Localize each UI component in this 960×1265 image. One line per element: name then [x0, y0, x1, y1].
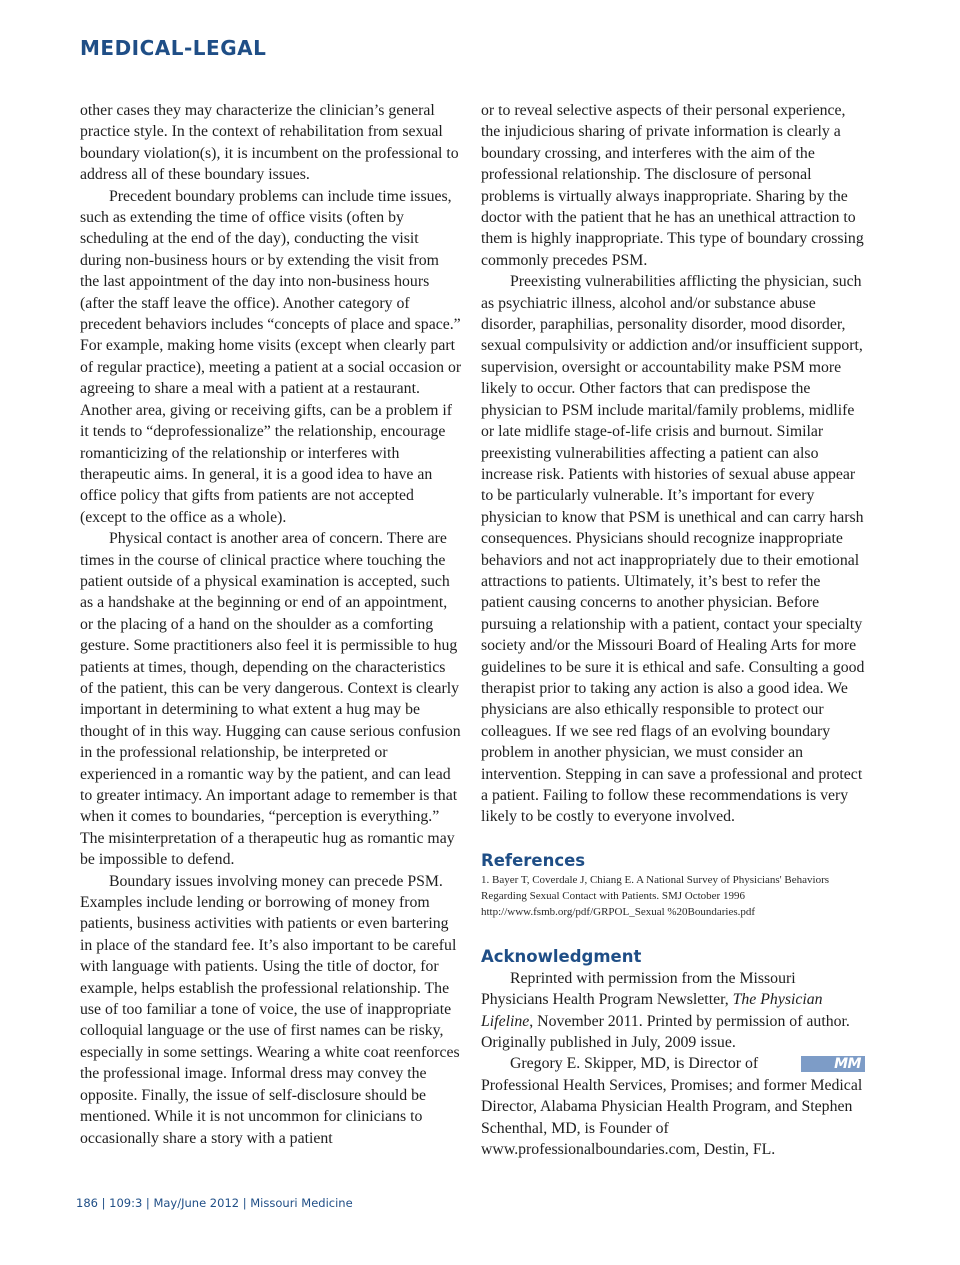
newsletter-title: The Physician Lifeline [481, 991, 823, 1030]
page-footer: 186 | 109:3 | May/June 2012 | Missouri Medicine [76, 1196, 353, 1210]
acknowledgment-heading: Acknowledgment [481, 946, 642, 966]
section-label: MEDICAL-LEGAL [80, 36, 267, 60]
author-bio-text: Gregory E. Skipper, MD, is Director of Professional Health Services, Promises; and former Medical Director, Alabama Physician Health Program, and Stephen Schenthal, MD, is Founder of www.professionalboundaries.com, Destin, FL. [481, 1055, 863, 1159]
body-paragraph: other cases they may characterize the clinician’s general practice style. In the context of rehabilitation from sexual boundary violation(s), it is incumbent on the professional to address all of these boundary issues. [80, 102, 459, 184]
body-paragraph: or to reveal selective aspects of their personal experience, the injudicious sharing of private information is clearly a boundary crossing, and interferes with the aim of the professional relationship. The disclosure of personal problems is virtually always inappropriate. Sharing by the doctor with the patient that he has an unethical attraction to them is highly inappropriate. This type of boundary crossing commonly precedes PSM. [481, 102, 864, 269]
right-column [481, 100, 865, 1160]
body-paragraph: Precedent boundary problems can include time issues, such as extending the time of office visits (often by scheduling at the end of the day), conducting the visit during non-business hours or by extending the visit from the last appointment of the day into non-business hours (after the staff leave the office). Another category of precedent behaviors includes “concepts of place and space.” For example, making home visits (except when clearly part of regular practice), meeting a patient at a social occasion or agreeing to share a meal with a patient at a restaurant. Another area, giving or receiving gifts, can be a problem if it tends to “deprofessionalize” the relationship, encourage romanticizing of the relationship or interferes with therapeutic aims. In general, it is a good idea to have an office policy that gifts from patients are not accepted (except to the office as a whole). [80, 187, 462, 526]
body-paragraph: Preexisting vulnerabilities afflicting the physician, such as psychiatric illness, alcohol and/or substance abuse disorder, paraphilias, personality disorder, mood disorder, sexual compulsivity or addiction and/or insufficient support, supervision, oversight or accountability make PSM more likely to occur. Other factors that can predispose the physician to PSM include marital/family problems, midlife or late midlife stage-of-life crisis and burnout. Similar preexisting vulnerabilities affecting a patient can also increase risk. Patients with histories of sexual abuse appear to be particularly vulnerable. It’s important for every physician to know that PSM is unethical and can carry harsh consequences. Physicians should recognize inappropriate behaviors and not act inappropriately due to their emotional attractions to patients. Ultimately, it’s best to refer the patient causing concerns to another physician. Before pursuing a relationship with a patient, contact your specialty society and/or the Missouri Board of Healing Arts for more guidelines to be sure it is ethical and safe. Consulting a good therapist prior to taking any action is also a good idea. We physicians are also ethically responsible to protect our colleagues. If we see red flags of an evolving boundary problem in another physician, we must consider an intervention. Stepping in can save a professional and protect a patient. Failing to follow these recommendations is very likely to be costly to everyone involved. [481, 273, 865, 826]
ack-text: Reprinted with permission from the Missouri Physicians Health Program Newsletter, [481, 969, 796, 1009]
author-bio [481, 1053, 865, 1160]
acknowledgment-paragraph [481, 968, 865, 1054]
body-paragraph: Boundary issues involving money can precede PSM. Examples include lending or borrowing of money from patients, business activities with patients or even bartering in place of the standard fee. It’s also important to be careful with language with patients. Using the title of doctor, for example, helps establish the professional relationship. The use of too familiar a tone of voice, the use of inappropriate colloquial language or the use of first names can be risky, especially in some settings. Wearing a white coat reenforces the professional image. Informal dress may convey the opposite. Finally, the issue of self-disclosure should be mentioned. While it is not uncommon for clinicians to occasionally share a story with a patient [80, 872, 460, 1147]
mm-end-mark-icon: MM [801, 1056, 865, 1072]
left-column [80, 100, 462, 1149]
body-paragraph: Physical contact is another area of concern. There are times in the course of clinical practice where touching the patient outside of a physical examination is accepted, such as a handshake at the beginning or end of an appointment, or the placing of a hand on the shoulder as a comforting gesture. Some practitioners also feel it is permissible to hug patients at times, though, depending on the characteristics of the patient, this can be very dangerous. Context is clearly important in determining to what extent a hug may be thought of in this way. Hugging can cause serious confusion in the professional relationship, be interpreted or experienced in a romantic way by the patient, and can lead to greater intimacy. An important adage to remember is that when it comes to boundaries, “perception is everything.” The misinterpretation of a therapeutic hug as romantic may be impossible to defend. [80, 530, 461, 869]
ack-text: , November 2011. Printed by permission of author. Originally published in July, 2009 issue. [481, 1012, 850, 1052]
reference-item: 1. Bayer T, Coverdale J, Chiang E. A National Survey of Physicians' Behaviors Regarding Sexual Contact with Patients. SMJ October 1996 http://www.fsmb.org/pdf/GRPOL_Sexual %20Boundaries.pdf [481, 873, 830, 918]
references-heading: References [481, 850, 586, 870]
